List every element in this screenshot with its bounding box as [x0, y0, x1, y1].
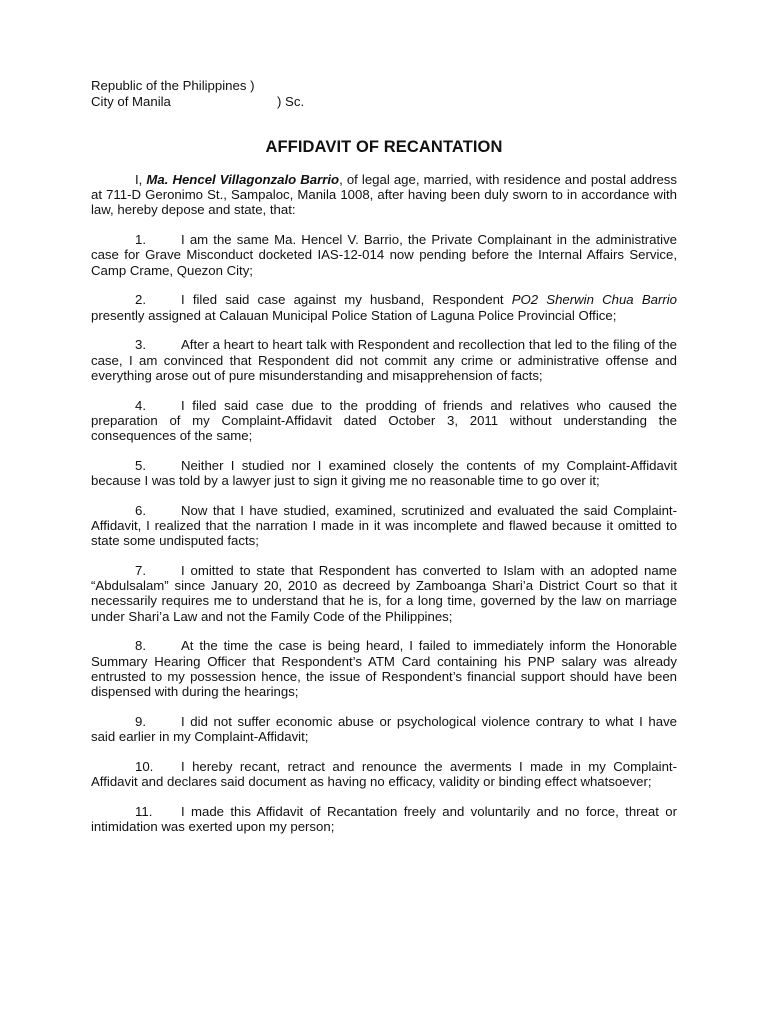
paragraph-number: 6.	[135, 502, 146, 518]
paragraph-4	[91, 398, 677, 444]
paragraph-number: 8.	[135, 638, 146, 654]
paragraph-text: I made this Affidavit of Recantation freely and voluntarily and no force, threat or intimidation was exerted upon my person;	[91, 803, 677, 835]
paragraph-3	[91, 337, 677, 383]
paragraph-text: At the time the case is being heard, I failed to immediately inform the Honorable Summary Hearing Officer that Respondent’s ATM Card containing his PNP salary was already entrusted to my possession hence, the issue of Respondent’s financial support should have been dispensed with during the hearings;	[91, 638, 677, 700]
paragraph-number: 5.	[135, 457, 146, 473]
paragraph-text: I did not suffer economic abuse or psychological violence contrary to what I have said earlier in my Complaint-Affidavit;	[91, 713, 677, 745]
paragraph-text: I am the same Ma. Hencel V. Barrio, the Private Complainant in the administrative case for Grave Misconduct docketed IAS-12-014 now pending before the Internal Affairs Service, Camp Crame, Quezon City;	[91, 232, 677, 278]
paragraph-number: 10.	[135, 758, 154, 774]
intro-suffix: , of legal age, married, with residence and postal address at 711-D Geronimo St., Sampaloc, Manila 1008, after having been duly sworn to in accordance with law, hereby depose and state, that:	[91, 172, 677, 218]
paragraph-text: I hereby recant, retract and renounce the averments I made in my Complaint-Affidavit and declares said document as having no efficacy, validity or binding effect whatsoever;	[91, 758, 677, 790]
paragraph-11	[91, 804, 677, 834]
intro-prefix: I,	[135, 172, 147, 187]
paragraph-7	[91, 563, 677, 624]
paragraph-6	[91, 503, 677, 549]
paragraph-2	[91, 292, 677, 322]
venue-line-republic	[91, 78, 254, 94]
intro-paragraph	[91, 172, 677, 218]
venue-city-text: City of Manila	[91, 93, 171, 109]
venue-line-city	[91, 93, 305, 110]
paragraph-text: Neither I studied nor I examined closely the contents of my Complaint-Affidavit because I was told by a lawyer just to sign it giving me no reasonable time to go over it;	[91, 457, 677, 489]
paragraph-text: After a heart to heart talk with Respondent and recollection that led to the filing of the case, I am convinced that Respondent did not commit any crime or administrative offense and everything arose out of pure misunderstanding and misapprehension of facts;	[91, 337, 677, 383]
paragraph-number: 3.	[135, 337, 146, 353]
respondent-name: PO2 Sherwin Chua Barrio	[511, 292, 677, 308]
paragraph-1	[91, 232, 677, 278]
paragraph-5	[91, 458, 677, 488]
paragraph-number: 11.	[135, 803, 153, 819]
paragraph-number: 4.	[135, 397, 146, 413]
paragraph-number: 2.	[135, 292, 146, 308]
paragraph-text: I filed said case due to the prodding of friends and relatives who caused the preparation of my Complaint-Affidavit dated October 3, 2011 without understanding the consequences of the same;	[91, 397, 677, 444]
paragraph-number: 7.	[135, 563, 146, 579]
paragraph-10	[91, 759, 677, 789]
affiant-name: Ma. Hencel Villagonzalo Barrio	[146, 172, 340, 187]
affidavit-body	[91, 172, 677, 849]
paragraph-number: 9.	[135, 713, 146, 729]
paragraph-text: Now that I have studied, examined, scrutinized and evaluated the said Complaint-Affidavit, I realized that the narration I made in it was incomplete and flawed because it omitted to state some undisputed facts;	[91, 502, 677, 549]
paragraph-9	[91, 714, 677, 744]
venue-sc-text: ) Sc.	[277, 93, 305, 109]
paragraph-number: 1.	[135, 232, 146, 248]
paragraph-text: I omitted to state that Respondent has converted to Islam with an adopted name “Abdulsalam” since January 20, 2010 as decreed by Zamboanga Shari’a District Court so that it necessarily requires me to understand that he is, for a long time, governed by the law on marriage under Shari’a Law and not the Family Code of the Philippines;	[91, 563, 677, 624]
paragraph-text: I filed said case against my husband, Respondent	[181, 292, 512, 308]
venue-block	[91, 78, 305, 109]
paragraph-8	[91, 638, 677, 699]
paragraph-text-cont: presently assigned at Calauan Municipal Police Station of Laguna Police Provincial Office;	[91, 307, 617, 323]
document-title: AFFIDAVIT OF RECANTATION	[265, 138, 503, 156]
venue-republic-text: Republic of the Philippines )	[91, 78, 255, 93]
